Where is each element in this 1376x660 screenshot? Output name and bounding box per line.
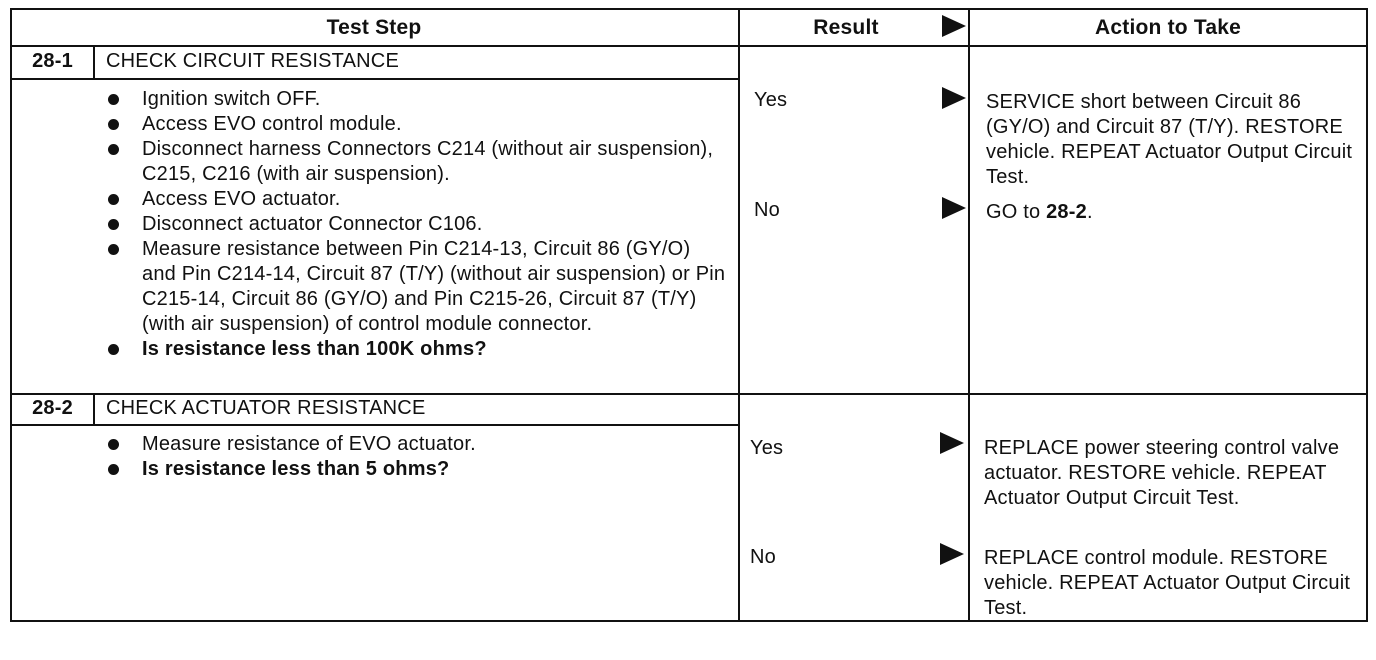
action-step-ref: 28-2 [1046,201,1087,223]
bullet-text: Disconnect harness Connectors C214 (without air suspension), C215, C216 (with air suspension). [142,138,714,185]
list-item [106,457,726,482]
list-item [106,112,726,137]
diagnostic-table [10,8,1368,622]
list-item [106,432,726,457]
rule-right [1366,8,1368,622]
step-title: CHECK CIRCUIT RESISTANCE [106,50,399,72]
bullet-text: Disconnect actuator Connector C106. [142,213,483,235]
bullet-icon [108,144,119,155]
bullet-icon [108,194,119,205]
bullet-icon [108,94,119,105]
rule-number-col [93,45,95,79]
bullet-text: Access EVO control module. [142,113,402,135]
list-item [106,137,726,187]
step-bullets [106,87,726,362]
rule-step1-bottom [10,393,1368,395]
bullet-icon [108,464,119,475]
bullet-question: Is resistance less than 100K ohms? [142,338,487,360]
header-result: Result [813,16,879,39]
step-number: 28-1 [32,50,73,72]
bullet-icon [108,344,119,355]
result-no: No [750,546,776,568]
list-item [106,237,726,337]
arrow-icon [942,197,966,219]
bullet-icon [108,439,119,450]
header-action: Action to Take [1095,16,1241,39]
result-yes: Yes [754,89,788,111]
bullet-text: Measure resistance between Pin C214-13, Circuit 86 (GY/O) and Pin C214-14, Circuit 87 (T/Y) (without air suspension) or Pin C215-14, Circuit 86 (GY/O) and Pin C215-26, Circuit 87 (T/Y) (with air suspension) of control module connector. [142,238,726,335]
rule-step2-title [10,424,738,426]
step-title: CHECK ACTUATOR RESISTANCE [106,397,426,419]
action-no [986,200,1360,225]
bullet-question: Is resistance less than 5 ohms? [142,458,450,480]
header-test-step: Test Step [326,16,422,39]
action-no: REPLACE control module. RESTORE vehicle. REPEAT Actuator Output Circuit Test. [984,547,1351,619]
result-yes: Yes [750,437,784,459]
rule-action-col [968,8,970,622]
bullet-text: Ignition switch OFF. [142,88,321,110]
action-text: . [1086,201,1093,223]
arrow-icon [940,432,964,454]
list-item [106,187,726,212]
rule-left [10,8,12,622]
rule-result-col [738,8,740,622]
action-yes: SERVICE short between Circuit 86 (GY/O) and Circuit 87 (T/Y). RESTORE vehicle. REPEAT Actuator Output Circuit Test. [986,91,1353,188]
action-yes: REPLACE power steering control valve actuator. RESTORE vehicle. REPEAT Actuator Output Circuit Test. [984,437,1340,509]
action-text: GO to [986,201,1047,223]
arrow-icon [940,543,964,565]
bullet-icon [108,244,119,255]
bullet-text: Measure resistance of EVO actuator. [142,433,476,455]
step-bullets [106,432,726,482]
list-item [106,337,726,362]
bullet-icon [108,219,119,230]
arrow-icon [942,87,966,109]
bullet-icon [108,119,119,130]
result-no: No [754,199,780,221]
list-item [106,87,726,112]
header-arrow-icon [942,15,966,37]
list-item [106,212,726,237]
bullet-text: Access EVO actuator. [142,188,341,210]
step-number: 28-2 [32,397,73,419]
rule-number-col-2 [93,393,95,426]
rule-step1-title [10,78,738,80]
